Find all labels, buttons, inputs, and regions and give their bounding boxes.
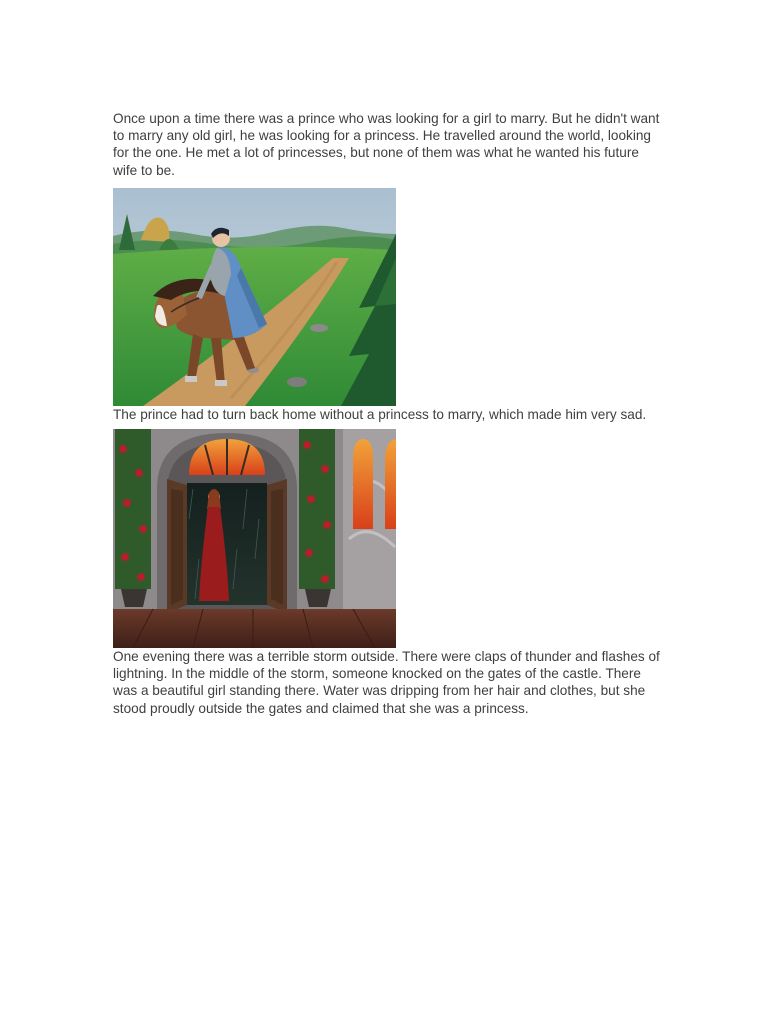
document-page [113, 110, 661, 717]
paragraph-1: Once upon a time there was a prince who was looking for a girl to marry. But he didn't want to marry any old girl, he was looking for a princess. He travelled around the world, looking for the one. He met a lot of princesses, but none of them was what he wanted his future wife to be. [113, 111, 660, 178]
prince-on-horse-illustration [113, 188, 396, 406]
castle-doorway-illustration [113, 429, 396, 648]
paragraph-2: The prince had to turn back home without a princess to marry, which made him very sad. [113, 406, 647, 422]
paragraph-3: One evening there was a terrible storm outside. There were claps of thunder and flashes of lightning. In the middle of the storm, someone knocked on the gates of the castle. There was a beautiful girl standing there. Water was dripping from her hair and clothes, but she stood proudly outside the gates and claimed that she was a princess. [113, 649, 660, 716]
